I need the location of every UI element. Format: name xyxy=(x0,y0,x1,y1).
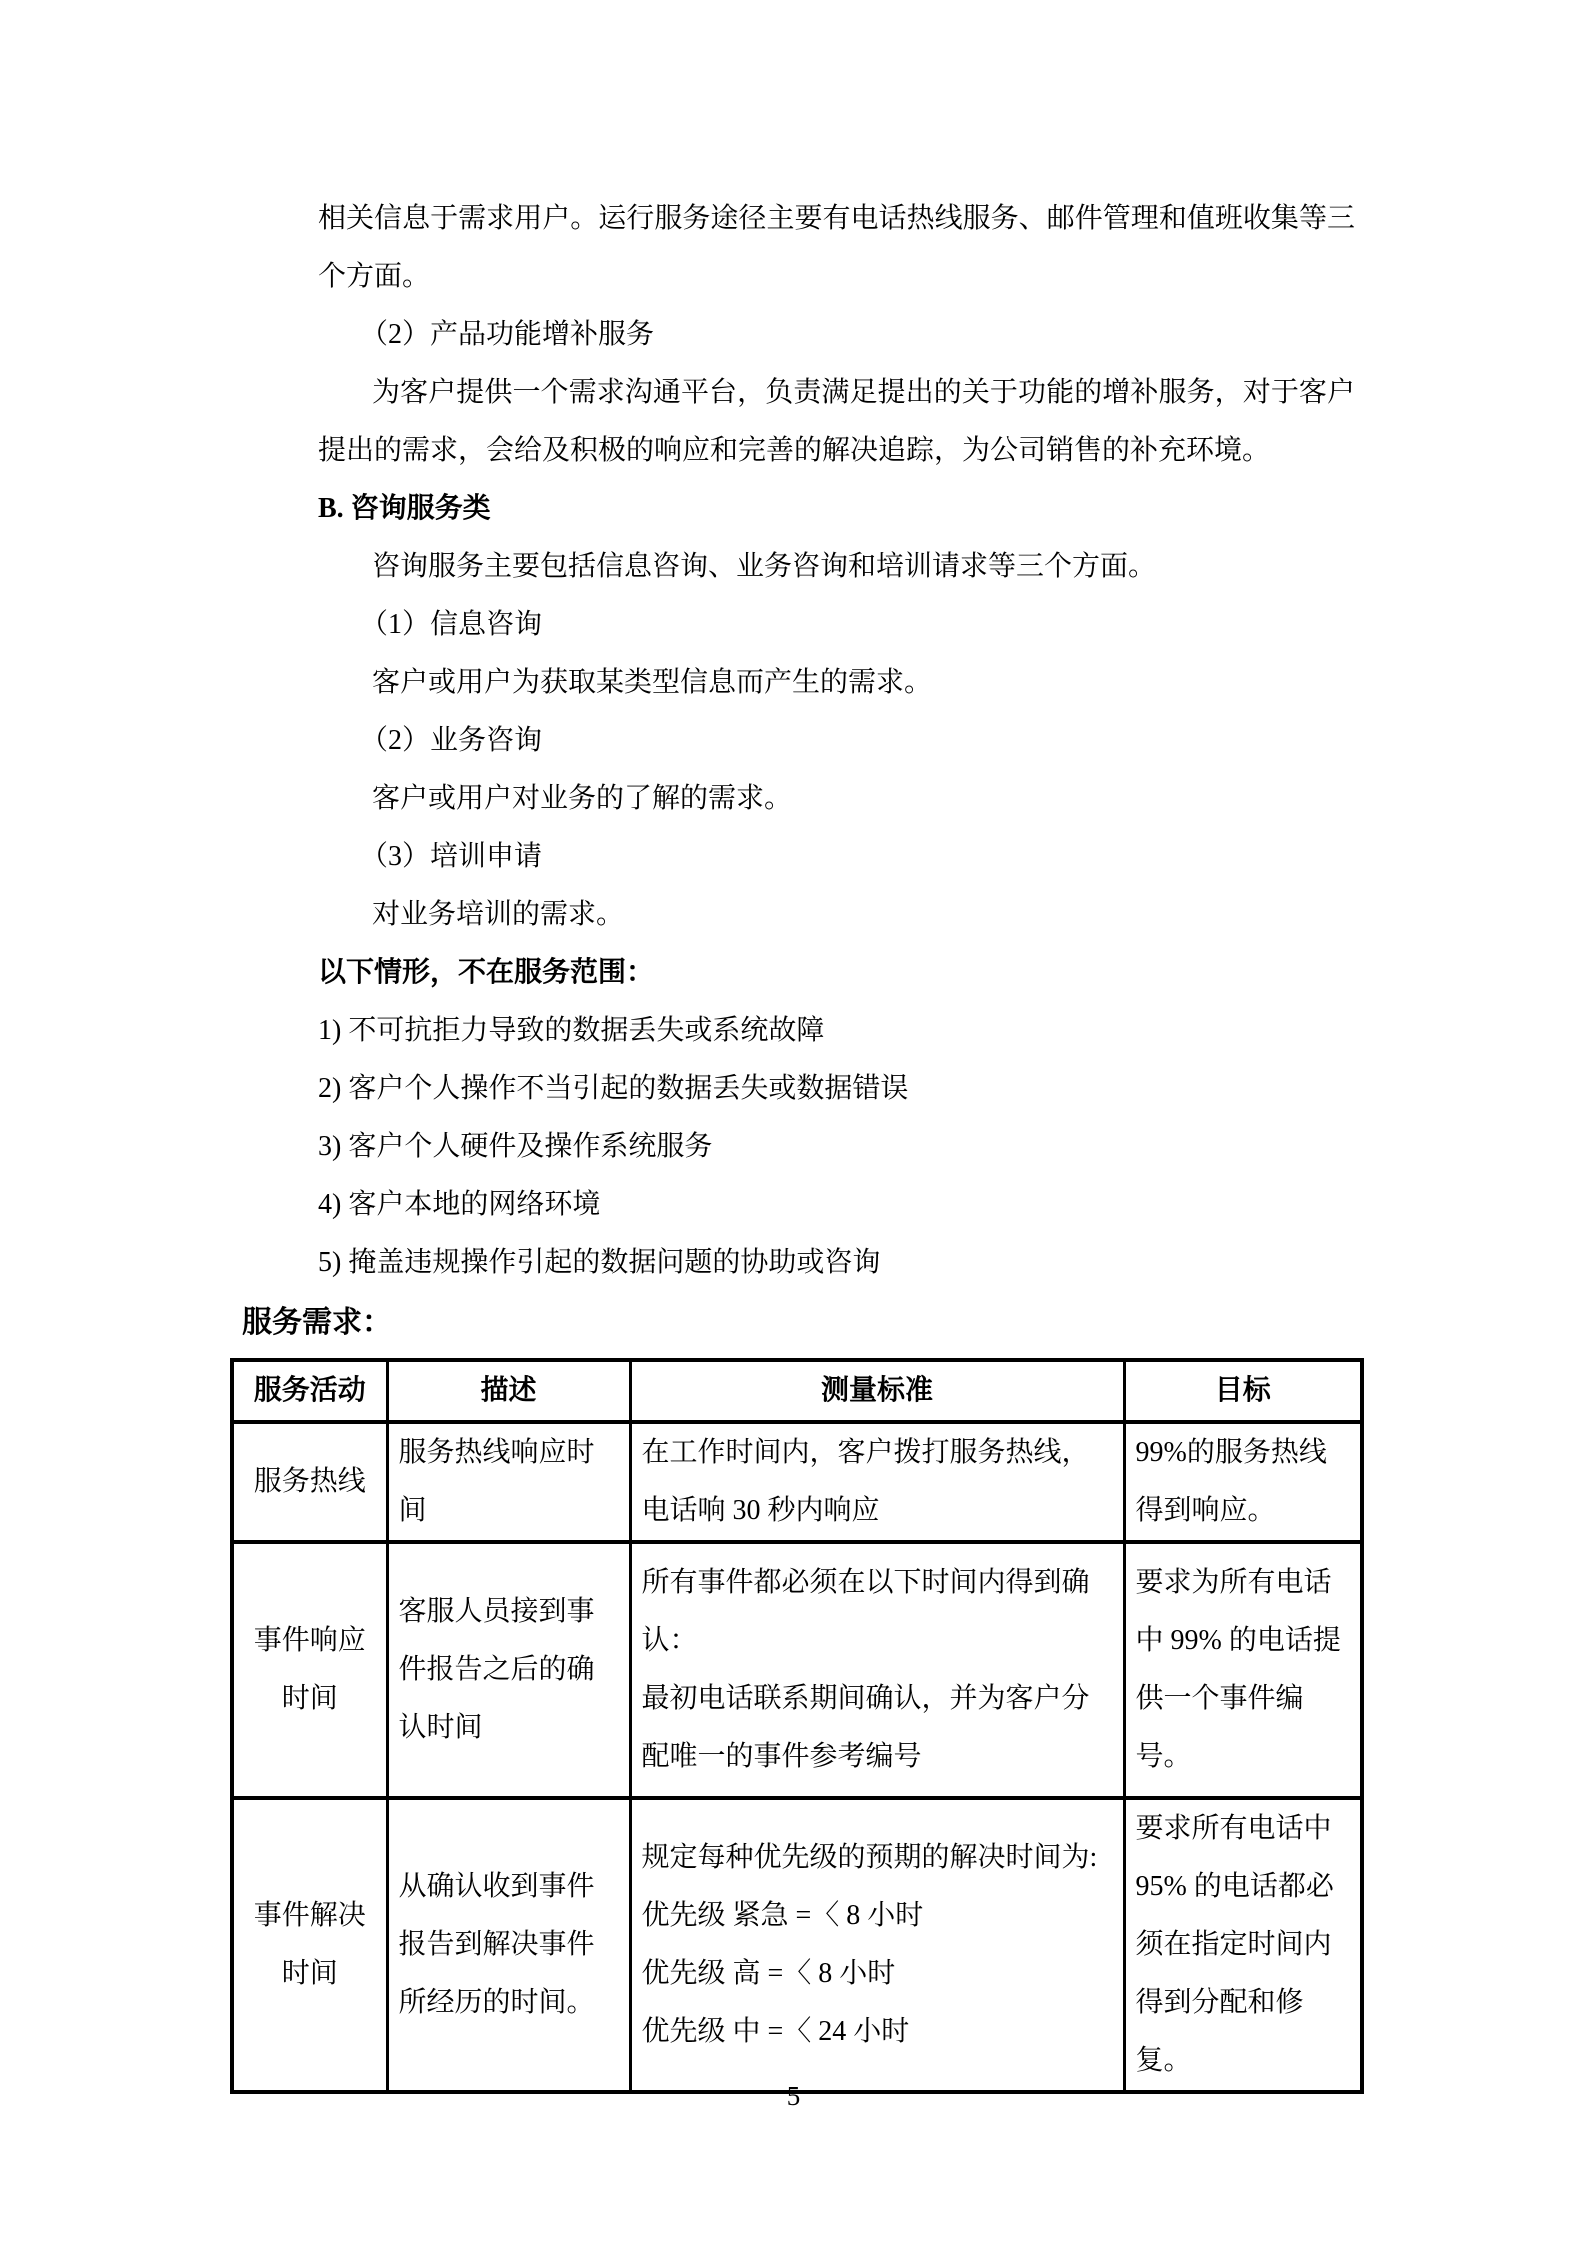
table-header-description: 描述 xyxy=(387,1360,630,1422)
exclusion-item: 3) 客户个人硬件及操作系统服务 xyxy=(318,1131,713,1162)
cell-standard-line: 所有事件都必须在以下时间内得到确认： xyxy=(641,1567,1090,1656)
paragraph-consulting-intro: 咨询服务主要包括信息咨询、业务咨询和培训请求等三个方面。 xyxy=(372,551,1157,582)
cell-standard xyxy=(630,1798,1124,2092)
paragraph-continuation: 相关信息于需求用户。运行服务途径主要有电话热线服务、邮件管理和值班收集等三个方面。 xyxy=(318,203,1355,292)
cell-description: 客服人员接到事件报告之后的确认时间 xyxy=(387,1542,630,1798)
document-body xyxy=(318,190,1355,1292)
exclusion-item: 5) 掩盖违规操作引起的数据问题的协助或咨询 xyxy=(318,1247,881,1278)
exclusion-item: 2) 客户个人操作不当引起的数据丢失或数据错误 xyxy=(318,1073,909,1104)
list-item-business-consulting: （2）业务咨询 xyxy=(360,725,543,756)
table-header-activity: 服务活动 xyxy=(232,1360,387,1422)
table-header-row xyxy=(232,1360,1362,1422)
exclusion-item: 4) 客户本地的网络环境 xyxy=(318,1189,601,1220)
cell-activity: 服务热线 xyxy=(232,1422,387,1542)
list-item-training-request: （3）培训申请 xyxy=(360,841,543,872)
service-requirements-label: 服务需求： xyxy=(242,1306,392,1339)
cell-target: 要求为所有电话中 99% 的电话提供一个事件编号。 xyxy=(1124,1542,1362,1798)
cell-standard xyxy=(630,1422,1124,1542)
cell-standard-line: 优先级 紧急 =〈 8 小时 xyxy=(641,1900,924,1931)
paragraph-info-consulting-desc: 客户或用户为获取某类型信息而产生的需求。 xyxy=(372,667,933,698)
cell-activity: 事件响应时间 xyxy=(232,1542,387,1798)
paragraph-business-consulting-desc: 客户或用户对业务的了解的需求。 xyxy=(372,783,793,814)
cell-standard-line: 规定每种优先级的预期的解决时间为: xyxy=(641,1842,1098,1873)
cell-description: 从确认收到事件报告到解决事件所经历的时间。 xyxy=(387,1798,630,2092)
paragraph-training-desc: 对业务培训的需求。 xyxy=(372,899,625,930)
list-item-product-supplement: （2）产品功能增补服务 xyxy=(360,319,655,350)
list-item-info-consulting: （1）信息咨询 xyxy=(360,609,543,640)
cell-standard-line: 在工作时间内，客户拨打服务热线，电话响 30 秒内响应 xyxy=(641,1437,1090,1526)
paragraph-platform: 为客户提供一个需求沟通平台，负责满足提出的关于功能的增补服务，对于客户提出的需求，会给及积极的响应和完善的解决追踪，为公司销售的补充环境。 xyxy=(318,377,1355,466)
cell-standard-line: 优先级 高 =〈 8 小时 xyxy=(641,1958,896,1989)
cell-standard-line: 优先级 中 =〈 24 小时 xyxy=(641,2016,910,2047)
cell-target: 99%的服务热线得到响应。 xyxy=(1124,1422,1362,1542)
cell-standard xyxy=(630,1542,1124,1798)
table-header-target: 目标 xyxy=(1124,1360,1362,1422)
table-row xyxy=(232,1798,1362,2092)
cell-description: 服务热线响应时间 xyxy=(387,1422,630,1542)
cell-activity: 事件解决时间 xyxy=(232,1798,387,2092)
heading-consulting-services: B. 咨询服务类 xyxy=(318,493,491,524)
cell-standard-line: 最初电话联系期间确认，并为客户分配唯一的事件参考编号 xyxy=(641,1683,1090,1772)
table-header-standard: 测量标准 xyxy=(630,1360,1124,1422)
table-row xyxy=(232,1422,1362,1542)
heading-service-exclusions: 以下情形，不在服务范围： xyxy=(318,957,655,988)
exclusion-item: 1) 不可抗拒力导致的数据丢失或系统故障 xyxy=(318,1015,825,1046)
service-requirements-table xyxy=(230,1358,1364,2094)
page-number: 5 xyxy=(786,2081,801,2111)
cell-target: 要求所有电话中 95% 的电话都必须在指定时间内得到分配和修复。 xyxy=(1124,1798,1362,2092)
table-row xyxy=(232,1542,1362,1798)
